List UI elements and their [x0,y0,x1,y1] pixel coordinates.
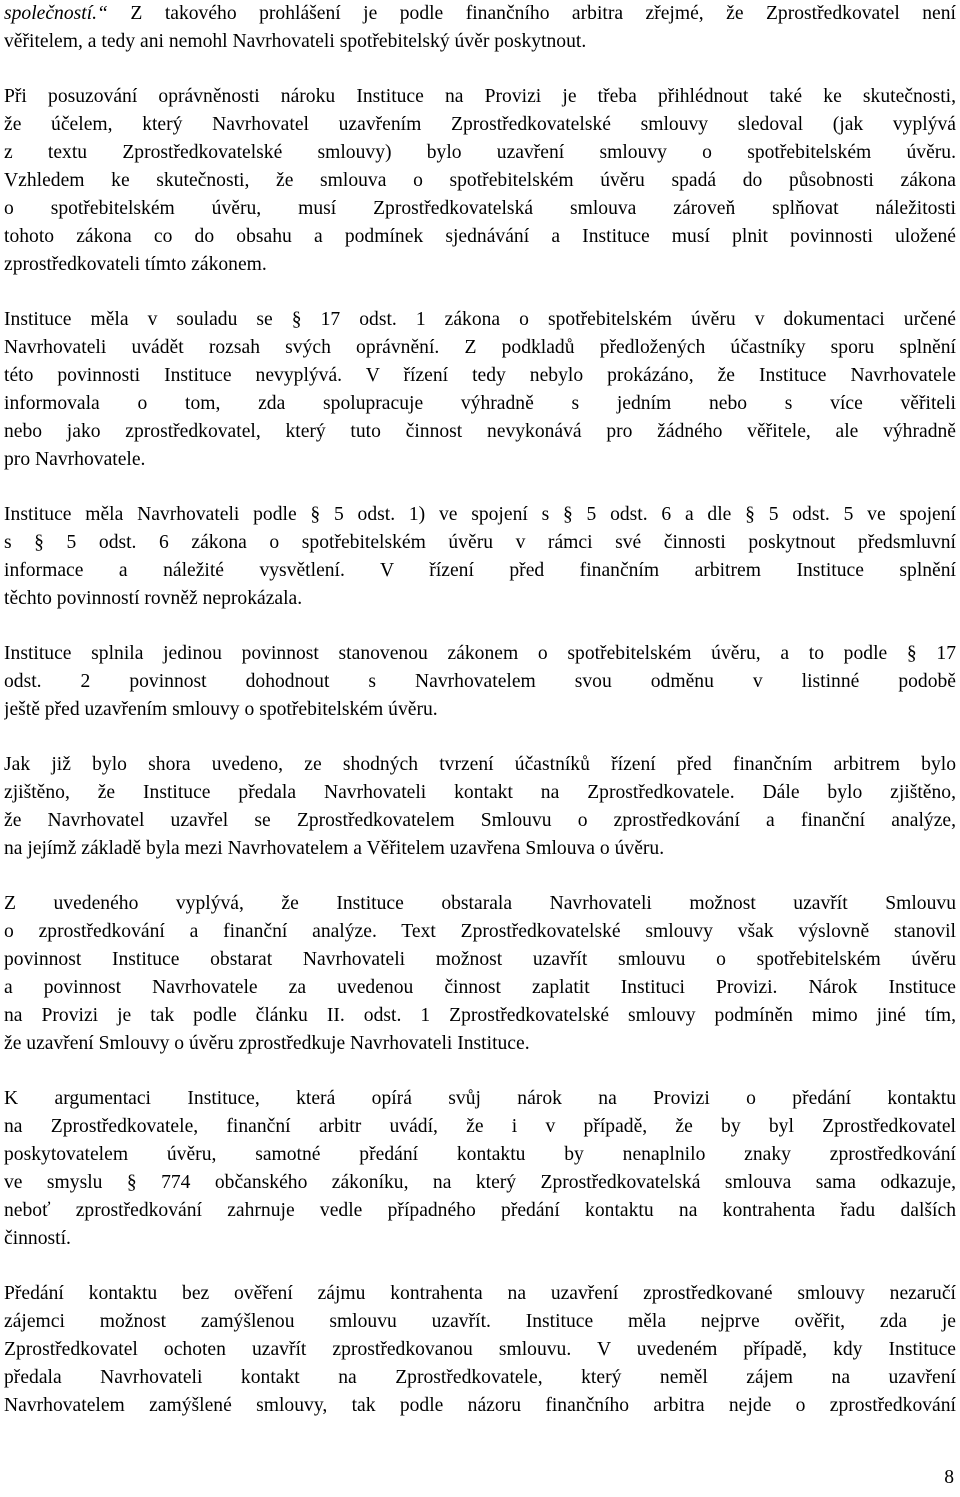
text-line: s § 5 odst. 6 zákona o spotřebitelském úvěru v rámci své činnosti poskytnout předsmluvní [4,532,956,553]
text-line: Navrhovatelem zamýšlené smlouvy, tak podle názoru finančního arbitra nejde o zprostředkování [4,1395,956,1416]
document-body [4,0,956,1420]
text-line: zájemci možnost zamýšlenou smlouvu uzavřít. Instituce měla nejprve ověřit, zda je [4,1311,956,1332]
text-line: na jejímž základě byla mezi Navrhovatelem a Věřitelem uzavřena Smlouva o úvěru. [4,838,665,859]
text-line: neboť zprostředkování zahrnuje vedle případného předání kontaktu na kontrahenta řadu dalších [4,1200,956,1221]
text-line: nebo jako zprostředkovatel, který tuto činnost nevykonává pro žádného věřitele, ale výhradně [4,421,956,442]
text-line: tohoto zákona co do obsahu a podmínek sjednávání a Instituce musí plnit povinnosti uložené [4,226,956,247]
text-line: na Provizi je tak podle článku II. odst. 1 Zprostředkovatelské smlouvy podmíněn mimo jiné tím, [4,1005,956,1026]
text-line: Jak již bylo shora uvedeno, ze shodných tvrzení účastníků řízení před finančním arbitrem bylo [4,754,956,775]
paragraph [4,890,956,1058]
text-line: Zprostředkovatel ochoten uzavřít zprostředkovanou smlouvu. V uvedeném případě, kdy Instituce [4,1339,956,1360]
text-line: o zprostředkování a finanční analýze. Text Zprostředkovatelské smlouvy však výslovně stanovil [4,921,956,942]
paragraph [4,0,956,56]
text-line: Instituce splnila jedinou povinnost stanovenou zákonem o spotřebitelském úvěru, a to podle § 17 [4,643,956,664]
text-line: Instituce měla v souladu se § 17 odst. 1 zákona o spotřebitelském úvěru v dokumentaci určené [4,309,956,330]
text-line: Navrhovateli uvádět rozsah svých oprávnění. Z podkladů předložených účastníky sporu splnění [4,337,956,358]
text-line: této povinnosti Instituce nevyplývá. V řízení tedy nebylo prokázáno, že Instituce Navrhovatele [4,365,956,386]
text-line: ve smyslu § 774 občanského zákoníku, na který Zprostředkovatelská smlouva sama odkazuje, [4,1172,956,1193]
text-line: předala Navrhovateli kontakt na Zprostředkovatele, který neměl zájem na uzavření [4,1367,956,1388]
text-line: pro Navrhovatele. [4,449,146,470]
text-line: Instituce měla Navrhovateli podle § 5 odst. 1) ve spojení s § 5 odst. 6 a dle § 5 odst. 5 ve spojení [4,504,956,525]
page-number: 8 [944,1467,954,1488]
paragraph [4,1085,956,1253]
text-line: povinnost Instituce obstarat Navrhovateli možnost uzavřít smlouvu o spotřebitelském úvěru [4,949,956,970]
text-line: informace a náležité vysvětlení. V řízení před finančním arbitrem Instituce splnění [4,560,956,581]
text-line: že Navrhovatel uzavřel se Zprostředkovatelem Smlouvu o zprostředkování a finanční analýze, [4,810,956,831]
text-line: poskytovatelem úvěru, samotné předání kontaktu by nenaplnilo znaky zprostředkování [4,1144,956,1165]
text-line: ještě před uzavřením smlouvy o spotřebitelském úvěru. [4,699,438,720]
text-line: zprostředkovateli tímto zákonem. [4,254,267,275]
text-line: činností. [4,1228,71,1249]
text-line: Vzhledem ke skutečnosti, že smlouva o spotřebitelském úvěru spadá do působnosti zákona [4,170,956,191]
paragraph [4,83,956,279]
text-line: Předání kontaktu bez ověření zájmu kontrahenta na uzavření zprostředkované smlouvy nezaručí [4,1283,956,1304]
text-line: na Zprostředkovatele, finanční arbitr uvádí, že i v případě, že by byl Zprostředkovatel [4,1116,956,1137]
text-line: Z uvedeného vyplývá, že Instituce obstarala Navrhovateli možnost uzavřít Smlouvu [4,893,956,914]
text-line: odst. 2 povinnost dohodnout s Navrhovatelem svou odměnu v listinné podobě [4,671,956,692]
text-line: společností.“ Z takového prohlášení je podle finančního arbitra zřejmé, že Zprostředkovatel není [4,3,956,24]
paragraph [4,306,956,474]
text-line: zjištěno, že Instituce předala Navrhovateli kontakt na Zprostředkovatele. Dále bylo zjištěno, [4,782,956,803]
text-line: že účelem, který Navrhovatel uzavřením Zprostředkovatelské smlouvy sledoval (jak vyplývá [4,114,956,135]
paragraph [4,1280,956,1420]
paragraph [4,640,956,724]
text-line: Při posuzování oprávněnosti nároku Instituce na Provizi je třeba přihlédnout také ke skutečnosti, [4,86,956,107]
paragraph [4,751,956,863]
text-line: informovala o tom, zda spolupracuje výhradně s jedním nebo s více věřiteli [4,393,956,414]
text-line: z textu Zprostředkovatelské smlouvy) bylo uzavření smlouvy o spotřebitelském úvěru. [4,142,956,163]
text-line: K argumentaci Instituce, která opírá svůj nárok na Provizi o předání kontaktu [4,1088,956,1109]
text-line: věřitelem, a tedy ani nemohl Navrhovateli spotřebitelský úvěr poskytnout. [4,31,587,52]
paragraph [4,501,956,613]
text-line: že uzavření Smlouvy o úvěru zprostředkuje Navrhovateli Instituce. [4,1033,530,1054]
text-line: a povinnost Navrhovatele za uvedenou činnost zaplatit Instituci Provizi. Nárok Instituce [4,977,956,998]
text-line: o spotřebitelském úvěru, musí Zprostředkovatelská smlouva zároveň splňovat náležitosti [4,198,956,219]
text-line: těchto povinností rovněž neprokázala. [4,588,303,609]
